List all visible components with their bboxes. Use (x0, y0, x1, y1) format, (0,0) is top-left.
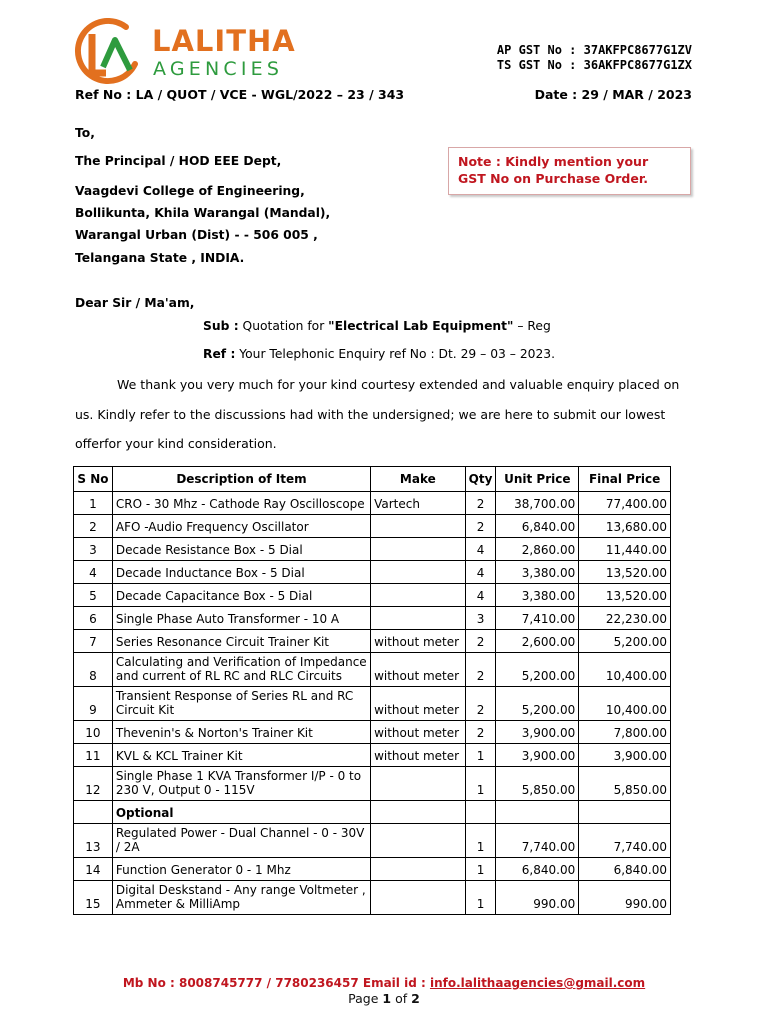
address-line: Warangal Urban (Dist) - - 506 005 , (75, 228, 318, 242)
table-row (74, 492, 671, 515)
cell-description: Decade Resistance Box - 5 Dial (112, 538, 370, 561)
cell-sno: 9 (74, 687, 113, 721)
company-logo (72, 18, 296, 88)
cell-sno: 13 (74, 824, 113, 858)
table-row (74, 515, 671, 538)
cell-description: Calculating and Verification of Impedance and current of RL RC and RLC Circuits (112, 653, 370, 687)
email-link[interactable]: info.lalithaagencies@gmail.com (429, 976, 646, 990)
cell-unit-price: 7,410.00 (496, 607, 579, 630)
cell-final-price: 10,400.00 (579, 687, 671, 721)
cell-description: Decade Inductance Box - 5 Dial (112, 561, 370, 584)
cell-unit-price: 2,860.00 (496, 538, 579, 561)
cell-final-price: 3,900.00 (579, 744, 671, 767)
body-paragraph-line: us. Kindly refer to the discussions had with the undersigned; we are here to submit our lowest (75, 407, 666, 422)
subject-tail: – Reg (513, 319, 551, 333)
table-row (74, 721, 671, 744)
table-row (74, 824, 671, 858)
table-row (74, 744, 671, 767)
cell-make: without meter (371, 744, 466, 767)
cell-make (371, 515, 466, 538)
cell-make (371, 858, 466, 881)
cell-unit-price: 5,200.00 (496, 653, 579, 687)
gst-note-box (448, 147, 691, 195)
cell-description: Function Generator 0 - 1 Mhz (112, 858, 370, 881)
cell-sno: 10 (74, 721, 113, 744)
cell-qty: 2 (465, 515, 496, 538)
cell-qty: 1 (465, 767, 496, 801)
cell-unit-price: 6,840.00 (496, 858, 579, 881)
address-line: Bollikunta, Khila Warangal (Mandal), (75, 206, 331, 220)
table-row (74, 801, 671, 824)
header-description: Description of Item (112, 467, 370, 492)
cell-make (371, 801, 466, 824)
header-make: Make (371, 467, 466, 492)
cell-sno: 5 (74, 584, 113, 607)
cell-description: Optional (112, 801, 370, 824)
cell-final-price (579, 801, 671, 824)
cell-unit-price (496, 801, 579, 824)
cell-qty: 1 (465, 744, 496, 767)
cell-final-price: 11,440.00 (579, 538, 671, 561)
cell-final-price: 13,520.00 (579, 584, 671, 607)
cell-description: Digital Deskstand - Any range Voltmeter , Ammeter & MilliAmp (112, 881, 370, 915)
cell-sno: 1 (74, 492, 113, 515)
salutation: Dear Sir / Ma'am, (75, 296, 195, 310)
cell-final-price: 7,740.00 (579, 824, 671, 858)
cell-qty: 1 (465, 824, 496, 858)
cell-qty (465, 801, 496, 824)
cell-sno (74, 801, 113, 824)
cell-qty: 1 (465, 881, 496, 915)
reference-text: Your Telephonic Enquiry ref No : Dt. 29 – 03 – 2023. (235, 347, 556, 361)
contact-line (0, 976, 768, 990)
cell-description: Decade Capacitance Box - 5 Dial (112, 584, 370, 607)
cell-make: without meter (371, 630, 466, 653)
address-to: To, (75, 126, 95, 140)
reference-line (203, 347, 555, 361)
note-line: GST No on Purchase Order. (458, 171, 648, 186)
table-row (74, 687, 671, 721)
cell-make (371, 607, 466, 630)
reference-number: Ref No : LA / QUOT / VCE - WGL/2022 – 23 / 343 (75, 87, 405, 102)
subject-label: Sub : (203, 319, 239, 333)
cell-sno: 3 (74, 538, 113, 561)
cell-description: KVL & KCL Trainer Kit (112, 744, 370, 767)
cell-make (371, 561, 466, 584)
table-row (74, 584, 671, 607)
cell-qty: 4 (465, 561, 496, 584)
table-row (74, 881, 671, 915)
cell-make (371, 824, 466, 858)
cell-description: Regulated Power - Dual Channel - 0 - 30V / 2A (112, 824, 370, 858)
cell-final-price: 7,800.00 (579, 721, 671, 744)
page-of: of (391, 991, 412, 1006)
subject-line (203, 319, 551, 333)
cell-qty: 2 (465, 721, 496, 744)
header-final-price: Final Price (579, 467, 671, 492)
cell-sno: 15 (74, 881, 113, 915)
ts-gst-number: TS GST No : 36AKFPC8677G1ZX (496, 58, 692, 72)
cell-sno: 4 (74, 561, 113, 584)
address-line: Vaagdevi College of Engineering, (75, 184, 305, 198)
address-line: Telangana State , INDIA. (75, 251, 245, 265)
cell-description: Series Resonance Circuit Trainer Kit (112, 630, 370, 653)
cell-description: Thevenin's & Norton's Trainer Kit (112, 721, 370, 744)
cell-description: Single Phase 1 KVA Transformer I/P - 0 to 230 V, Output 0 - 115V (112, 767, 370, 801)
table-row (74, 538, 671, 561)
ap-gst-number: AP GST No : 37AKFPC8677G1ZV (496, 43, 692, 57)
cell-unit-price: 6,840.00 (496, 515, 579, 538)
page-total: 2 (411, 991, 420, 1006)
cell-final-price: 13,680.00 (579, 515, 671, 538)
cell-sno: 7 (74, 630, 113, 653)
cell-qty: 2 (465, 630, 496, 653)
logo-name: LALITHA (152, 24, 296, 58)
cell-unit-price: 3,900.00 (496, 744, 579, 767)
body-paragraph-line: offerfor your kind consideration. (75, 436, 277, 451)
header-qty: Qty (465, 467, 496, 492)
page-number (0, 991, 768, 1006)
cell-final-price: 22,230.00 (579, 607, 671, 630)
cell-unit-price: 5,850.00 (496, 767, 579, 801)
cell-final-price: 6,840.00 (579, 858, 671, 881)
cell-unit-price: 3,900.00 (496, 721, 579, 744)
reference-label: Ref : (203, 347, 236, 361)
page-word: Page (348, 991, 383, 1006)
cell-make: without meter (371, 687, 466, 721)
cell-unit-price: 5,200.00 (496, 687, 579, 721)
cell-final-price: 5,850.00 (579, 767, 671, 801)
cell-unit-price: 990.00 (496, 881, 579, 915)
table-header-row (74, 467, 671, 492)
subject-quote: "Electrical Lab Equipment" (328, 319, 514, 333)
quotation-table (73, 466, 671, 915)
cell-description: Single Phase Auto Transformer - 10 A (112, 607, 370, 630)
header-sno: S No (74, 467, 113, 492)
cell-sno: 8 (74, 653, 113, 687)
header-unit-price: Unit Price (496, 467, 579, 492)
cell-final-price: 77,400.00 (579, 492, 671, 515)
cell-make (371, 881, 466, 915)
cell-description: CRO - 30 Mhz - Cathode Ray Oscilloscope (112, 492, 370, 515)
cell-unit-price: 3,380.00 (496, 584, 579, 607)
table-row (74, 858, 671, 881)
table-row (74, 561, 671, 584)
logo-subname: AGENCIES (153, 58, 284, 80)
cell-qty: 2 (465, 653, 496, 687)
cell-unit-price: 38,700.00 (496, 492, 579, 515)
page-current: 1 (382, 991, 392, 1006)
cell-sno: 2 (74, 515, 113, 538)
quotation-date: Date : 29 / MAR / 2023 (534, 87, 692, 102)
table-row (74, 607, 671, 630)
lalitha-logo-icon (72, 18, 142, 88)
body-paragraph-line: We thank you very much for your kind courtesy extended and valuable enquiry placed on (117, 377, 680, 392)
cell-qty: 4 (465, 584, 496, 607)
cell-make: without meter (371, 721, 466, 744)
cell-unit-price: 7,740.00 (496, 824, 579, 858)
cell-make (371, 767, 466, 801)
cell-qty: 2 (465, 492, 496, 515)
cell-description: Transient Response of Series RL and RC Circuit Kit (112, 687, 370, 721)
cell-description: AFO -Audio Frequency Oscillator (112, 515, 370, 538)
cell-sno: 12 (74, 767, 113, 801)
cell-unit-price: 3,380.00 (496, 561, 579, 584)
cell-final-price: 10,400.00 (579, 653, 671, 687)
cell-sno: 6 (74, 607, 113, 630)
contact-numbers: Mb No : 8008745777 / 7780236457 Email id : (122, 976, 430, 990)
cell-make (371, 538, 466, 561)
table-row (74, 767, 671, 801)
cell-sno: 14 (74, 858, 113, 881)
table-row (74, 653, 671, 687)
cell-sno: 11 (74, 744, 113, 767)
cell-make: Vartech (371, 492, 466, 515)
cell-final-price: 5,200.00 (579, 630, 671, 653)
cell-make: without meter (371, 653, 466, 687)
cell-unit-price: 2,600.00 (496, 630, 579, 653)
cell-qty: 2 (465, 687, 496, 721)
cell-qty: 1 (465, 858, 496, 881)
address-line: The Principal / HOD EEE Dept, (75, 154, 282, 168)
table-row (74, 630, 671, 653)
cell-qty: 3 (465, 607, 496, 630)
cell-final-price: 990.00 (579, 881, 671, 915)
cell-final-price: 13,520.00 (579, 561, 671, 584)
subject-text: Quotation for (238, 319, 329, 333)
note-line: Note : Kindly mention your (458, 154, 649, 169)
cell-make (371, 584, 466, 607)
cell-qty: 4 (465, 538, 496, 561)
